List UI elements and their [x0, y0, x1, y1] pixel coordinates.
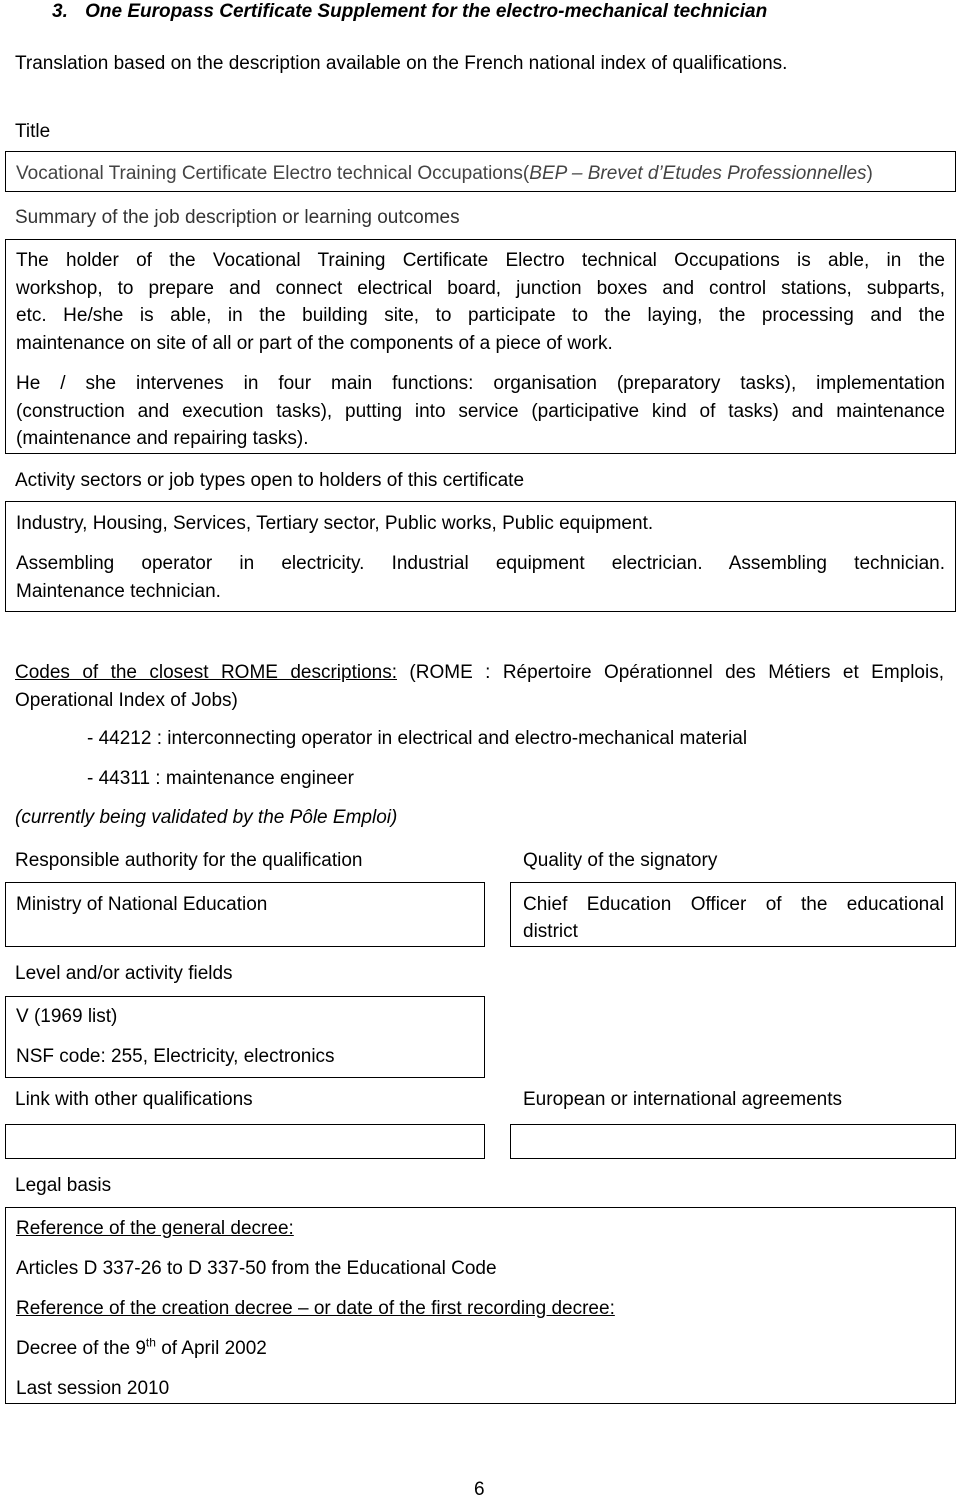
legal-label: Legal basis	[15, 1175, 112, 1196]
activity-jobs-line1: Assembling operator in electricity. Industrial equipment electrician. Assembling technician.	[16, 553, 945, 574]
title-value-prefix: Vocational Training Certificate Electro technical Occupations(	[16, 163, 530, 184]
summary-p2-line: (construction and execution tasks), putting into service (participative kind of tasks) and maintenance	[16, 400, 945, 422]
summary-p1-line: The holder of the Vocational Training Certificate Electro technical Occupations is able, in the	[16, 250, 945, 271]
decree-date-after: of April 2002	[155, 1338, 267, 1359]
creation-decree-label-text: Reference of the creation decree – or date of the first recording decree:	[16, 1298, 615, 1319]
title-label: Title	[15, 121, 51, 142]
authority-label: Responsible authority for the qualification	[15, 850, 363, 871]
rome-block	[15, 659, 944, 714]
rome-desc-line2: Operational Index of Jobs)	[15, 689, 238, 711]
summary-label: Summary of the job description or learning outcomes	[15, 207, 460, 228]
level-box	[5, 996, 485, 1078]
authority-value: Ministry of National Education	[16, 894, 268, 915]
title-value	[16, 162, 873, 186]
signatory-value-line2: district	[523, 921, 578, 942]
rome-line1	[15, 659, 944, 687]
signatory-box	[510, 882, 956, 947]
legal-box	[5, 1207, 956, 1404]
summary-box	[5, 239, 956, 454]
summary-p1-line: workshop, to prepare and connect electrical board, junction boxes and control stations, subparts,	[16, 277, 945, 299]
rome-label: Codes of the closest ROME descriptions:	[15, 662, 398, 683]
signatory-value-line1: Chief Education Officer of the educational	[523, 894, 944, 915]
summary-paragraph-1	[16, 247, 945, 357]
activity-jobs-line2: Maintenance technician.	[16, 581, 221, 602]
rome-code: - 44311 : maintenance engineer	[87, 768, 354, 789]
summary-p1-line: maintenance on site of all or part of the components of a piece of work.	[16, 332, 613, 354]
rome-desc-line1: (ROME : Répertoire Opérationnel des Métiers et Emplois,	[409, 662, 944, 683]
links-box	[5, 1124, 485, 1159]
summary-p2-line: He / she intervenes in four main functions: organisation (preparatory tasks), implementation	[16, 373, 945, 394]
title-value-suffix: )	[866, 163, 873, 184]
general-decree-label	[16, 1217, 294, 1241]
agreements-box	[510, 1124, 956, 1159]
decree-date-sup: th	[145, 1335, 156, 1350]
decree-date-before: Decree of the 9	[16, 1338, 146, 1359]
summary-p1-line: etc. He/she is able, in the building site, to participate to the laying, the processing and the	[16, 305, 945, 326]
activity-sectors: Industry, Housing, Services, Tertiary sector, Public works, Public equipment.	[16, 513, 654, 534]
page-number: 6	[474, 1479, 485, 1500]
general-decree-value: Articles D 337-26 to D 337-50 from the Educational Code	[16, 1258, 497, 1279]
rome-note: (currently being validated by the Pôle Emploi)	[15, 807, 398, 828]
summary-p2-line: (maintenance and repairing tasks).	[16, 428, 309, 449]
section-heading	[52, 0, 767, 24]
title-value-italic: BEP – Brevet d’Etudes Professionnelles	[529, 163, 867, 184]
rome-code: - 44212 : interconnecting operator in electrical and electro-mechanical material	[87, 728, 748, 749]
intro-text: Translation based on the description available on the French national index of qualifications.	[15, 53, 788, 74]
level-label: Level and/or activity fields	[15, 963, 233, 984]
nsf-code: NSF code: 255, Electricity, electronics	[16, 1046, 335, 1067]
signatory-label: Quality of the signatory	[523, 850, 718, 871]
authority-box	[5, 882, 485, 947]
last-session: Last session 2010	[16, 1378, 170, 1399]
decree-date	[16, 1337, 267, 1361]
activity-box	[5, 501, 956, 612]
activity-label: Activity sectors or job types open to holders of this certificate	[15, 470, 525, 491]
summary-paragraph-2	[16, 370, 945, 453]
title-box	[5, 151, 956, 192]
section-number: 3.	[52, 1, 68, 22]
level-value: V (1969 list)	[16, 1006, 118, 1027]
links-label: Link with other qualifications	[15, 1089, 253, 1110]
general-decree-label-text: Reference of the general decree:	[16, 1218, 294, 1239]
creation-decree-label	[16, 1297, 615, 1321]
agreements-label: European or international agreements	[523, 1089, 842, 1110]
section-title: One Europass Certificate Supplement for the electro-mechanical technician	[85, 1, 768, 22]
